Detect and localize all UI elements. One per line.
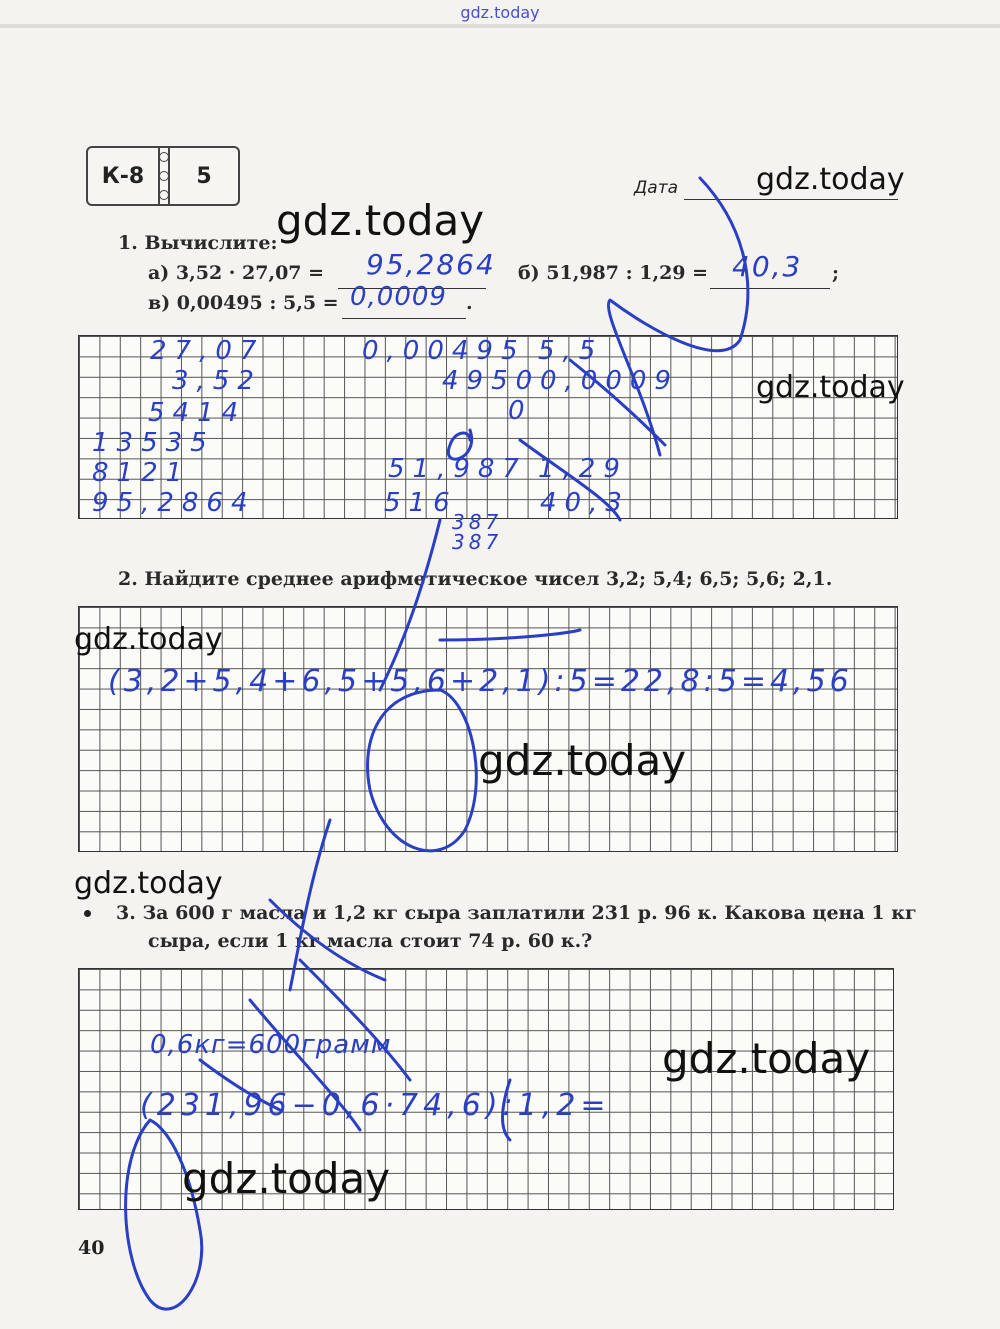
div1-divisor: 5,5 [538,336,604,366]
watermark-2: gdz.today [756,162,905,197]
test-variant: 5 [196,163,212,189]
task1-b-expression: б) 51,987 : 1,29 = [518,262,709,284]
div1-remainder: 0 [508,396,533,426]
task1-a-answer: 95,2864 [366,248,496,281]
watermark-1: gdz.today [276,196,485,245]
mult-partial1: 5414 [148,398,247,428]
task1-b-answer: 40,3 [732,250,803,283]
task3-solution2: (231,96−0,6·74,6):1,2= [140,1088,611,1123]
div2-quotient: 40,3 [540,488,630,518]
div2-divisor: 1,29 [538,454,628,484]
task1-heading: 1. Вычислите: [118,232,278,254]
div2-dividend: 51,987 [388,454,527,484]
mult-partial3: 8121 [92,458,191,488]
task3-line1: 3. За 600 г масла и 1,2 кг сыра заплатили 231 р. 96 к. Какова цена 1 кг [116,902,917,924]
div2-step2: 387 [452,530,503,554]
watermark-5: gdz.today [478,736,687,785]
div1-quotient: 0,0009 [540,366,679,396]
task1-c-expression: в) 0,00495 : 5,5 = [148,292,339,314]
div2-subtract: 516 [384,488,458,518]
date-label: Дата [634,178,679,198]
task2-text: 2. Найдите среднее арифметическое чисел 3,2; 5,4; 6,5; 5,6; 2,1. [118,568,833,590]
task3-line2: сыра, если 1 кг масла стоит 74 р. 60 к.? [148,930,593,952]
test-code: К-8 [101,163,145,189]
mult-factor1: 27,07 [150,336,265,366]
task1-a-expression: а) 3,52 · 27,07 = [148,262,325,284]
div1-dividend: 0,00495 [362,336,526,366]
task1-c-answer: 0,0009 [350,282,447,312]
page-number: 40 [78,1237,105,1259]
watermark-6: gdz.today [74,866,223,901]
task1-b-end: ; [832,262,840,284]
watermark-3: gdz.today [756,370,905,405]
task3-solution1: 0,6кг=600грамм [150,1030,392,1060]
header-watermark: gdz.today [460,3,540,22]
watermark-7: gdz.today [662,1034,871,1083]
div1-subtract: 4950 [442,366,541,396]
div2-step1: 387 [452,510,503,534]
mult-result: 95,2864 [92,488,256,518]
mult-partial2: 13535 [92,428,215,458]
task1-c-end: . [466,292,473,314]
mult-factor2: 3,52 [172,366,262,396]
task2-solution: (3,2+5,4+6,5+5,6+2,1):5=22,8:5=4,56 [108,664,853,699]
watermark-4: gdz.today [74,622,223,657]
watermark-8: gdz.today [182,1154,391,1203]
